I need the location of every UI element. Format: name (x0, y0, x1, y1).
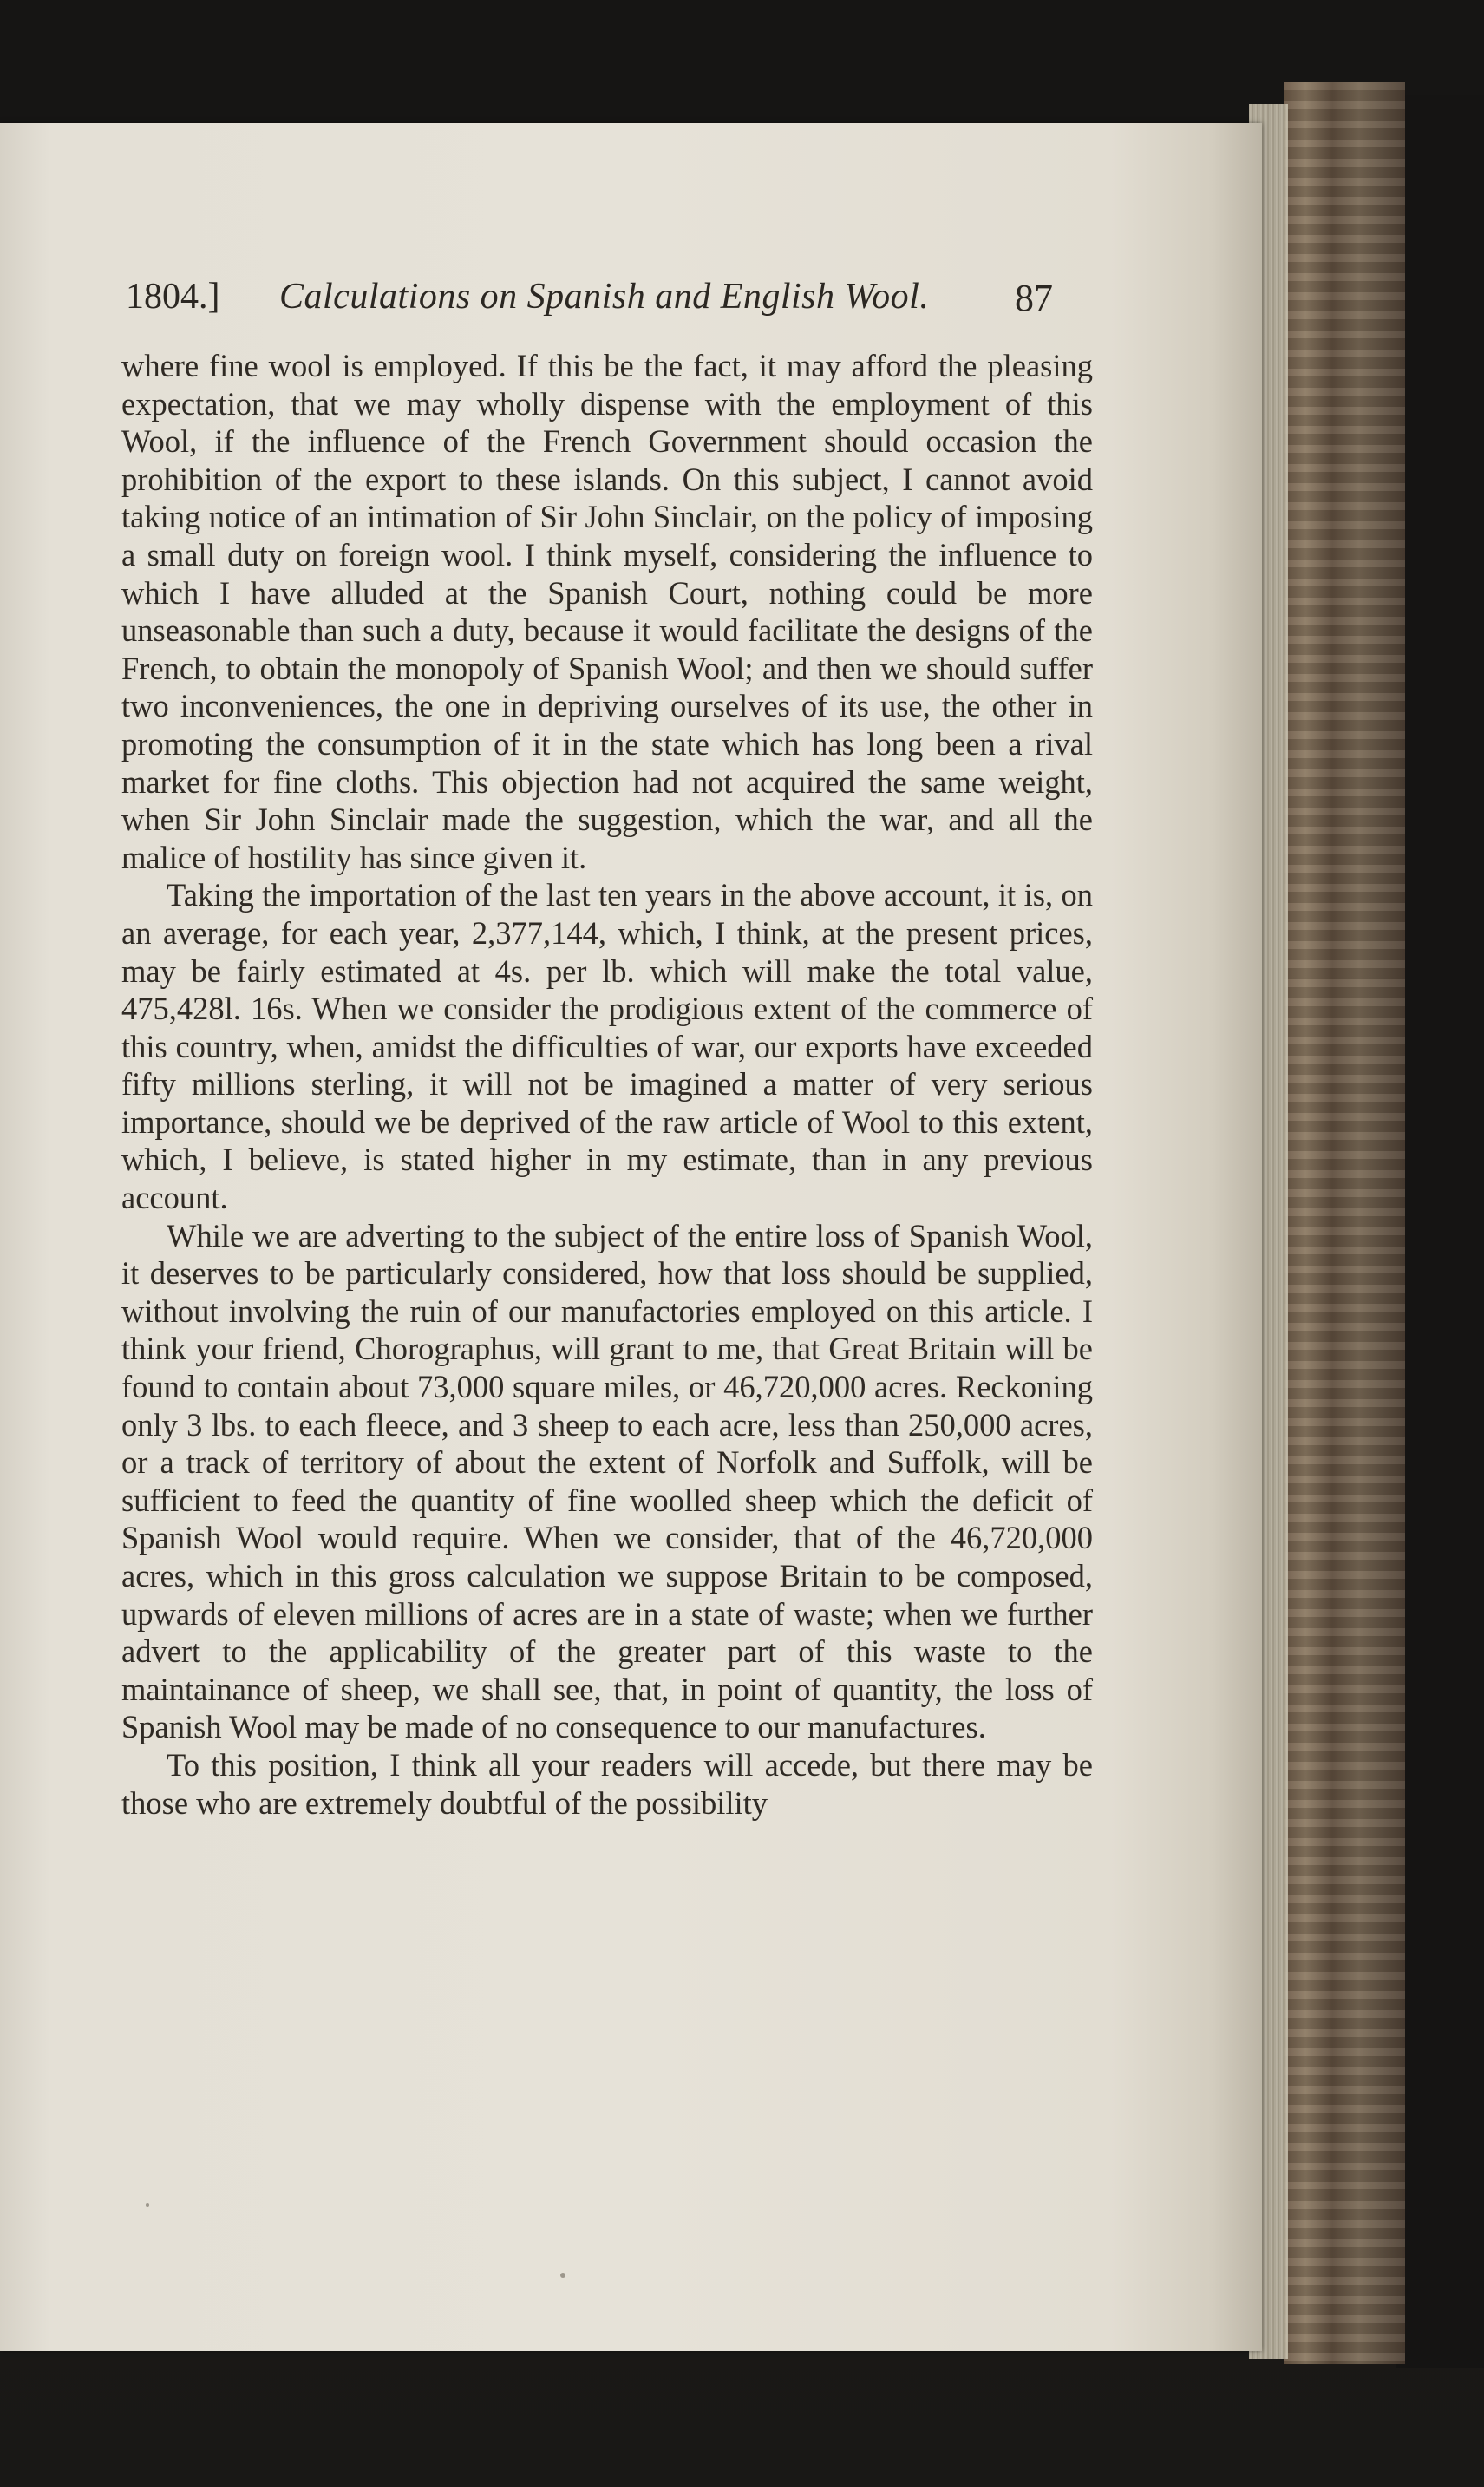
paper-speck (560, 2273, 565, 2278)
page-number: 87 (1015, 277, 1053, 319)
running-header (0, 276, 1262, 337)
paragraph: where fine wool is employed. If this be the fact, it may afford the pleasing expectation, that we may wholly dispense with the employment of this Wool, if the influence of the French Government should occasion the prohibition of the export to these islands. On this subject, I cannot avoid taking notice of an intimation of Sir John Sinclair, on the policy of imposing a small duty on foreign wool. I think myself, considering the influence to which I have alluded at the Spanish Court, nothing could be more unseasonable than such a duty, because it would facilitate the designs of the French, to obtain the monopoly of Spanish Wool; and then we should suffer two inconveniences, the one in depriving ourselves of its use, the other in promoting the consumption of it in the state which has long been a rival market for fine cloths. This objection had not acquired the same weight, when Sir John Sinclair made the suggestion, which the war, and all the malice of hostility has since given it. (121, 348, 1093, 875)
paragraph: Taking the importation of the last ten years in the above account, it is, on an average, for each year, 2,377,144, which, I think, at the present prices, may be fairly estimated at 4s. per lb. which will make the total value, 475,428l. 16s. When we consider the prodigious extent of the commerce of this country, when, amidst the difficulties of war, our exports have exceeded fifty millions sterling, it will not be imagined a matter of very serious importance, should we be deprived of the raw article of Wool to this extent, which, I believe, is stated higher in my estimate, than in any previous account. (121, 877, 1093, 1216)
paragraph: To this position, I think all your readers will accede, but there may be those who are extremely doubtful of the possibility (121, 1746, 1093, 1821)
page-body-text (121, 347, 1093, 1822)
paper-speck (146, 2203, 149, 2207)
book-cover-edge (1396, 95, 1484, 2368)
running-header-title: Calculations on Spanish and English Wool. (279, 277, 930, 317)
book-fore-edge (1284, 82, 1405, 2364)
paragraph: While we are adverting to the subject of the entire loss of Spanish Wool, it deserves to be particularly considered, how that loss should be supplied, without involving the ruin of our manufactories employed on this article. I think your friend, Chorographus, will grant to me, that Great Britain will be found to contain about 73,000 square miles, or 46,720,000 acres. Reckoning only 3 lbs. to each fleece, and 3 sheep to each acre, less than 250,000 acres, or a track of territory of about the extent of Norfolk and Suffolk, will be sufficient to feed the quantity of fine woolled sheep which the deficit of Spanish Wool would require. When we consider, that of the 46,720,000 acres, which in this gross calculation we suppose Britain to be composed, upwards of eleven millions of acres are in a state of waste; when we further advert to the applicability of the greater part of this waste to the maintainance of sheep, we shall see, that, in point of quantity, the loss of Spanish Wool may be made of no consequence to our manufactures. (121, 1217, 1093, 1745)
running-header-date: 1804.] (126, 277, 220, 317)
